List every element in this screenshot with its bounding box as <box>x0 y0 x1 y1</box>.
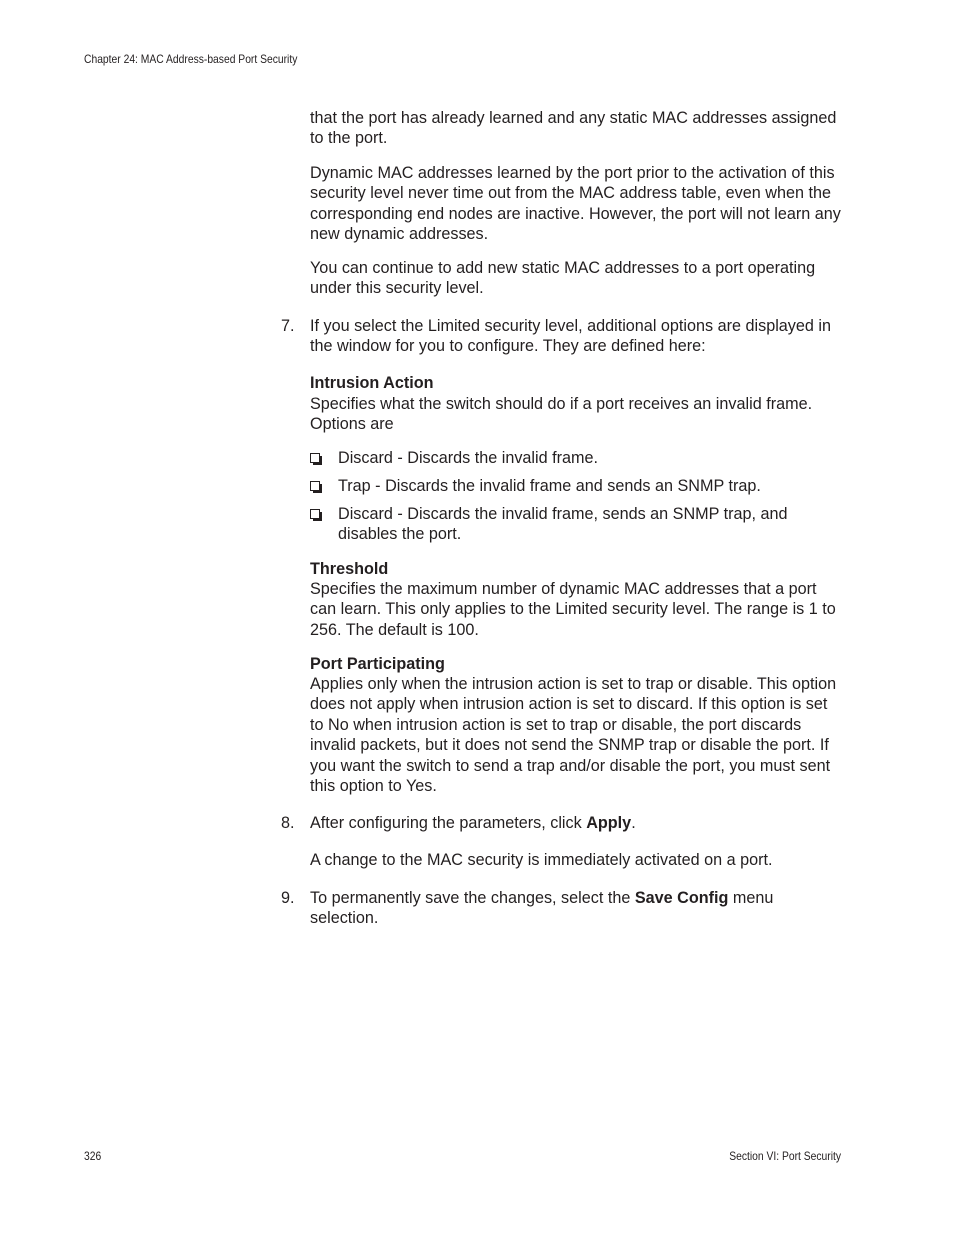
intrusion-action-description: Specifies what the switch should do if a port receives an invalid frame. Options are <box>310 395 813 434</box>
step-number-9: 9. <box>281 889 295 907</box>
bullet-box-icon <box>310 481 320 491</box>
option-trap: Trap - Discards the invalid frame and sends an SNMP trap. <box>338 477 761 495</box>
apply-term: Apply <box>586 814 632 832</box>
threshold-description: Specifies the maximum number of dynamic MAC addresses that a port can learn. This only applies to the Limited security level. The range is 1 to 256. The default is 100. <box>310 580 836 639</box>
running-header: Chapter 24: MAC Address-based Port Security <box>84 52 298 66</box>
heading-port-participating: Port Participating <box>310 655 445 673</box>
paragraph-add-static: You can continue to add new static MAC addresses to a port operating under this security level. <box>310 259 816 298</box>
page-number: 326 <box>84 1149 102 1163</box>
running-footer-section: Section VI: Port Security <box>729 1149 841 1163</box>
save-config-term: Save Config <box>634 889 729 907</box>
step-number-8: 8. <box>281 814 295 832</box>
step-8-note: A change to the MAC security is immediately activated on a port. <box>310 851 773 869</box>
step-number-7: 7. <box>281 317 295 335</box>
step-7-text: If you select the Limited security level, additional options are displayed in the window for you to configure. They are defined here: <box>310 317 831 356</box>
port-participating-description: Applies only when the intrusion action is set to trap or disable. This option does not apply when intrusion action is set to discard. If this option is set to No when intrusion action is set to trap or disable, the port discards invalid packets, but it does not send the SNMP trap or disable the port. If you want the switch to send a trap and/or disable the port, you must sent this option to Yes. <box>310 675 837 796</box>
option-discard-disable: Discard - Discards the invalid frame, sends an SNMP trap, and disables the port. <box>338 505 788 544</box>
bullet-box-icon <box>310 453 320 463</box>
step-9-text: To permanently save the changes, select the Save Config menu selection. <box>310 889 774 928</box>
heading-threshold: Threshold <box>310 560 389 578</box>
paragraph-static-addresses: that the port has already learned and any static MAC addresses assigned to the port. <box>310 109 837 148</box>
heading-intrusion-action: Intrusion Action <box>310 374 434 392</box>
bullet-box-icon <box>310 509 320 519</box>
step-8-text: After configuring the parameters, click Apply. <box>310 814 636 832</box>
paragraph-dynamic-addresses: Dynamic MAC addresses learned by the port prior to the activation of this security level never time out from the MAC address table, even when the corresponding end nodes are inactive. However, the port will not learn any new dynamic addresses. <box>310 164 841 244</box>
option-discard: Discard - Discards the invalid frame. <box>338 449 598 467</box>
